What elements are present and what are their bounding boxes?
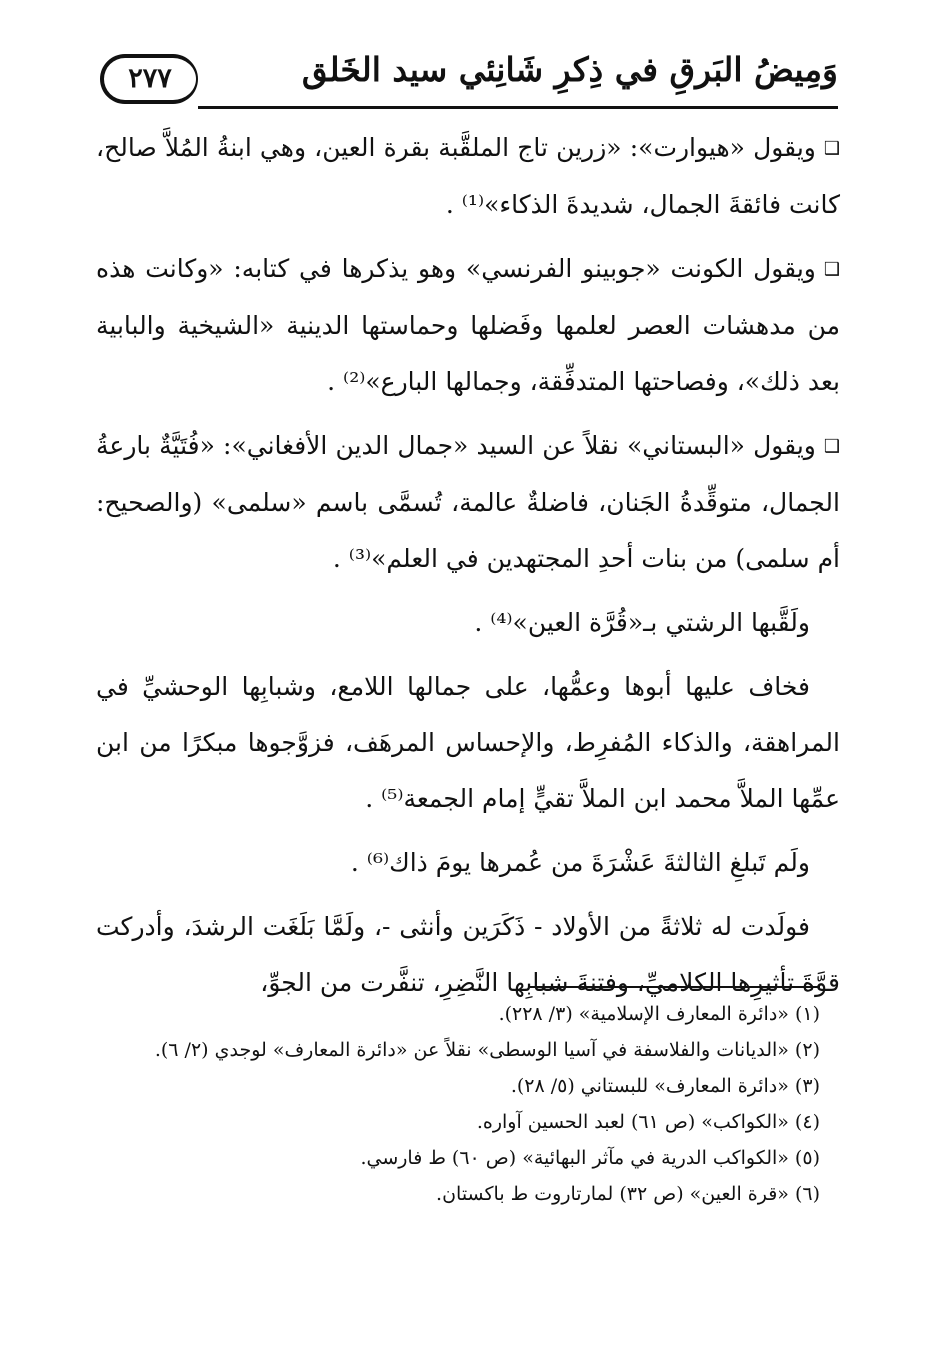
paragraph-children: فولَدت له ثلاثةً من الأولاد - ذَكَرَين وأنثى -، ولَمَّا بَلَغَت الرشدَ، وأدركت قوَّةَ تأثيرِها الكلاميِّ، وفتنةَ شبابِها النَّضِرِ، تنفَّرت من الجوِّ، (96, 912, 840, 997)
paragraph-bustani (96, 418, 840, 587)
paragraph-marriage: فخاف عليها أبوها وعمُّها، على جمالها اللامع، وشبابِها الوحشيِّ في المراهقة، والذكاء المُفرِط، والإحساس المرهَف، فزوَّجوها مبكرًا من ابن عمِّها الملاَّ محمد ابن الملاَّ تقيٍّ إمام الجمعة⁽⁵⁾ . (96, 672, 840, 813)
footnote-6: (٦) «قرة العين» (ص ٣٢) لمارتاروت ط باكستان. (436, 1183, 820, 1205)
paragraph-huart (96, 120, 840, 233)
paragraph-text: ويقول الكونت «جوبينو الفرنسي» وهو يذكرها في كتابه: «وكانت هذه من مدهشات العصر لعلمها وفَضلها وحماستها الدينية «الشيخية والبابية بعد ذلك»، وفصاحتها المتدفِّقة، وجمالها البارع»⁽²⁾ . (96, 254, 840, 396)
paragraph-text: ويقول «البستاني» نقلاً عن السيد «جمال الدين الأفغاني»: «فُتَيَّةٌ بارعةُ الجمال، متوقِّدةُ الجَنان، فاضلةٌ عالمة، تُسمَّى باسم «سلمى» (والصحيح: أم سلمى) من بنات أحدِ المجتهدين في العلم»⁽³⁾ . (96, 431, 840, 573)
page-number: ٢٧٧ (100, 54, 198, 104)
square-bullet-icon: ❑ (823, 436, 840, 457)
footnote-3: (٣) «دائرة المعارف» للبستاني (٥/ ٢٨). (510, 1075, 820, 1097)
paragraph-gobineau (96, 241, 840, 410)
paragraph-title: ولَقَّبها الرشتي بـ«قُرَّة العين»⁽⁴⁾ . (474, 608, 810, 637)
paragraph-age: ولَم تَبلغِ الثالثةَ عَشْرَةَ من عُمرها يومَ ذاك⁽⁶⁾ . (350, 848, 810, 877)
running-title: وَمِيضُ البَرقِ في ذِكرِ شَانِئي سيد الخَلق (301, 50, 838, 89)
footnotes (96, 996, 820, 1212)
page-header (94, 42, 838, 112)
footnote-5: (٥) «الكواكب الدرية في مآثر البهائية» (ص ٦٠) ط فارسي. (360, 1147, 820, 1169)
footnote-2: (٢) «الديانات والفلاسفة في آسيا الوسطى» نقلاً عن «دائرة المعارف» لوجدي (٢/ ٦). (154, 1039, 820, 1061)
header-divider (198, 106, 838, 109)
footnote-4: (٤) «الكواكب» (ص ٦١) لعبد الحسين آواره. (476, 1111, 820, 1133)
paragraph-text: ويقول «هيوارت»: «زرين تاج الملقَّبة بقرة العين، وهي ابنةُ المُلاَّ صالح، كانت فائقةَ الجمال، شديدةَ الذكاء»⁽¹⁾ . (96, 133, 840, 219)
square-bullet-icon: ❑ (823, 138, 840, 159)
footnote-1: (١) «دائرة المعارف الإسلامية» (٣/ ٢٢٨). (498, 1003, 820, 1025)
square-bullet-icon: ❑ (823, 259, 840, 280)
footnote-divider (530, 986, 820, 988)
main-text (96, 120, 840, 1019)
